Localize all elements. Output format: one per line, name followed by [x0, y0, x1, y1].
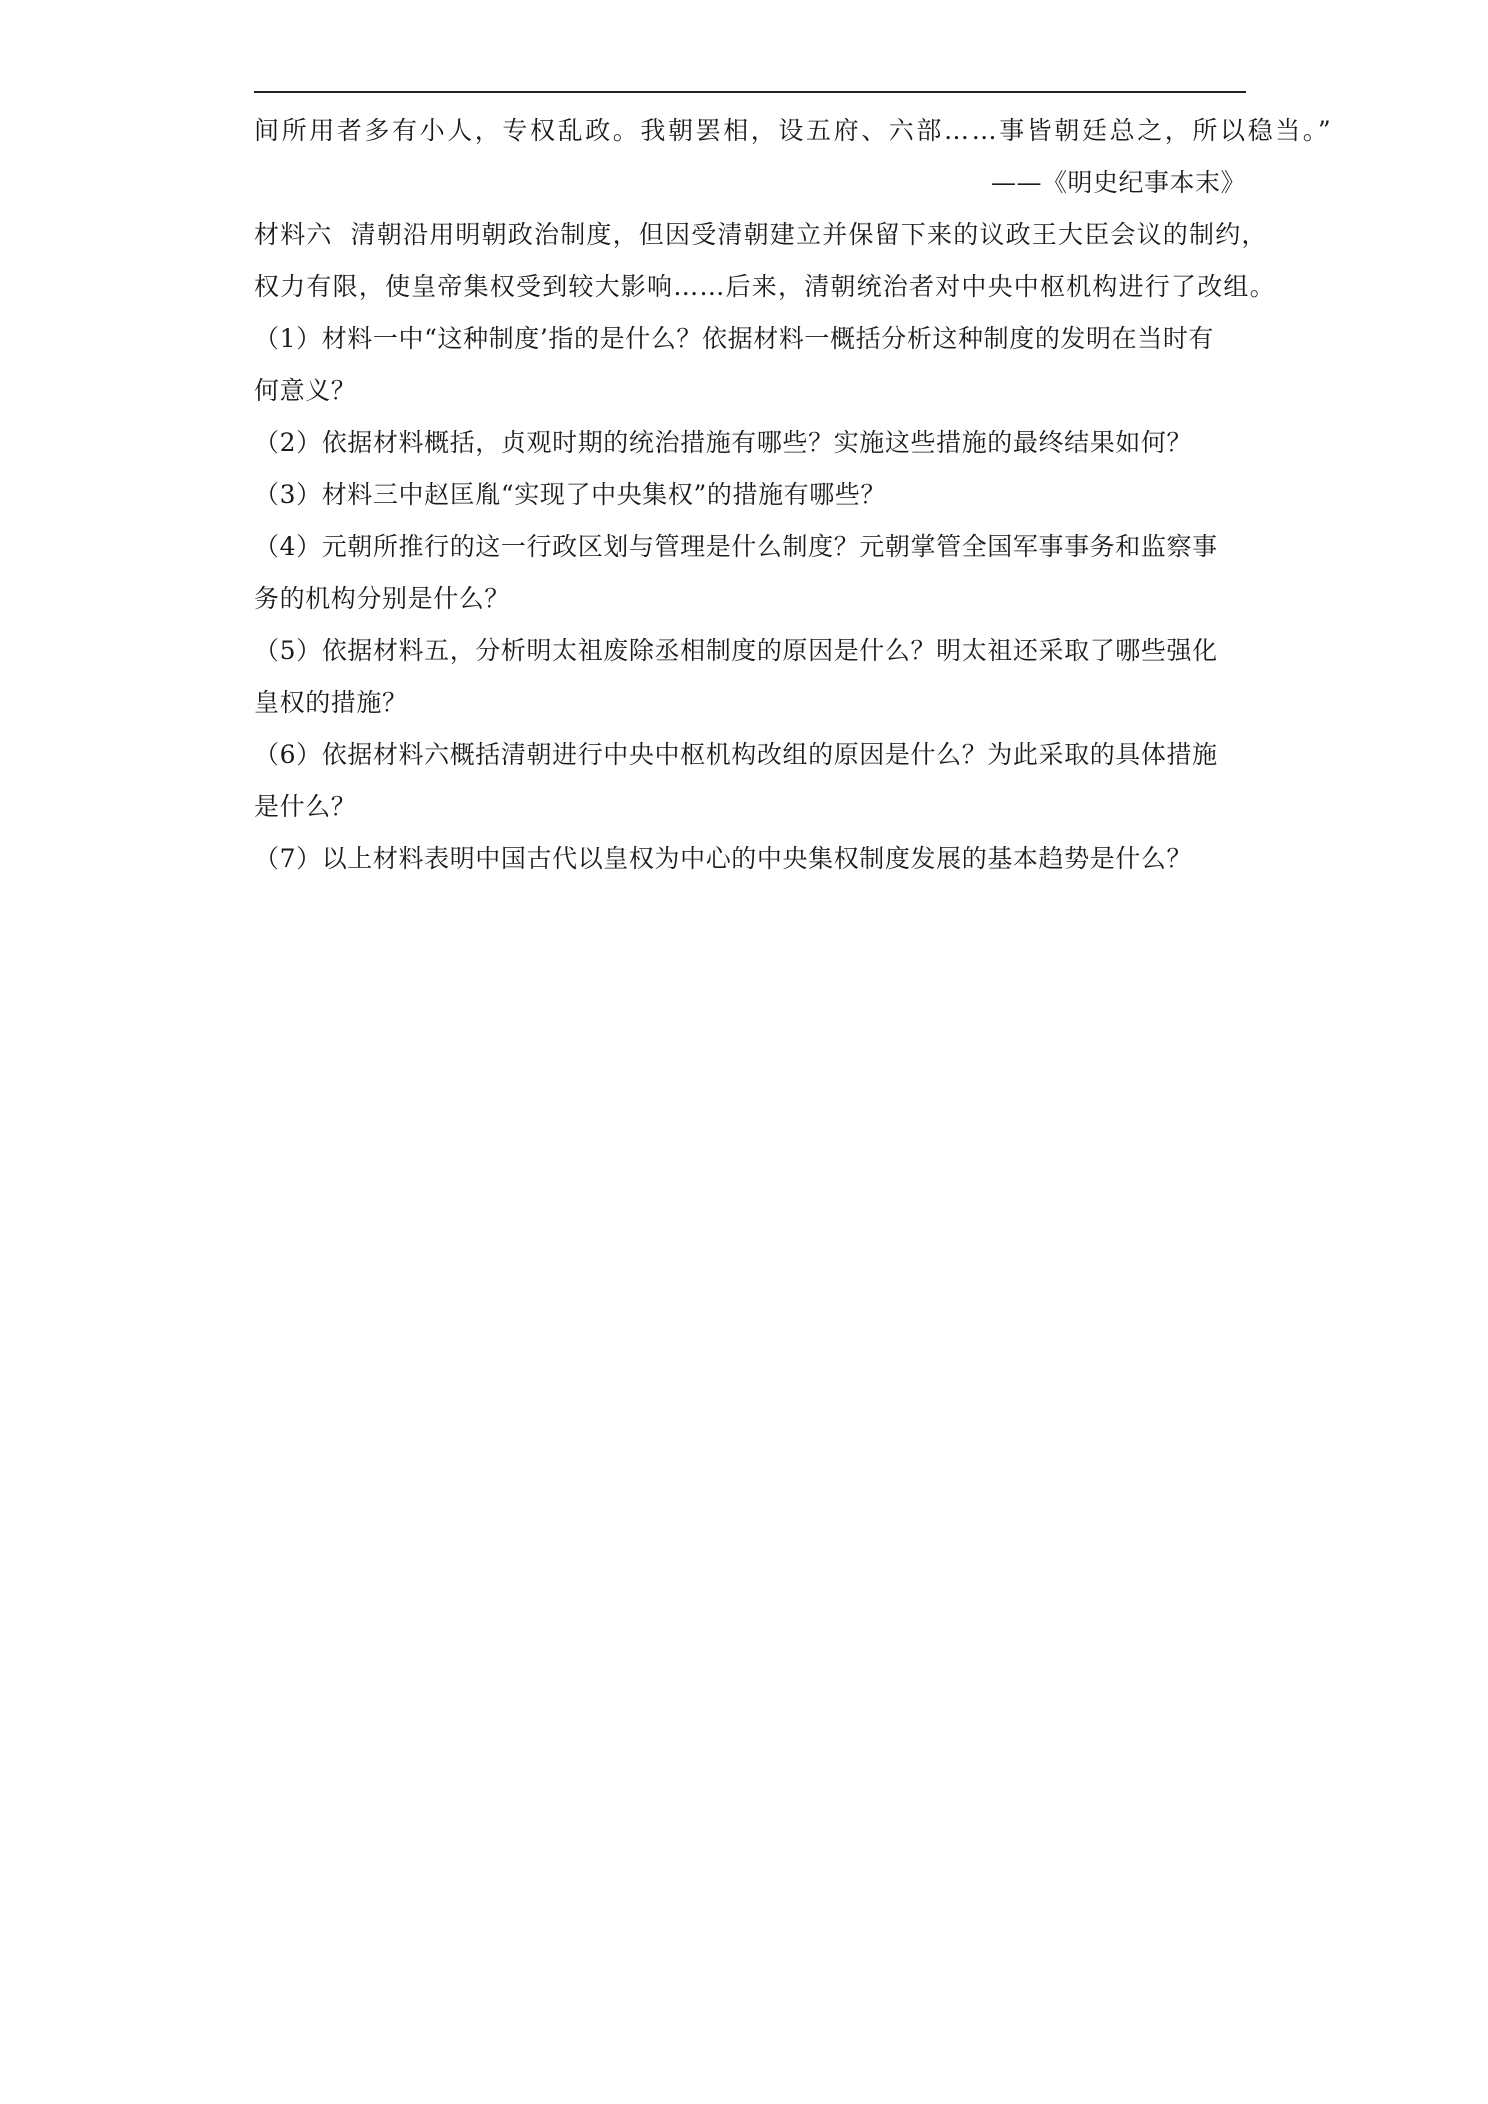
material6-line2: 权力有限，使皇帝集权受到较大影响……后来，清朝统治者对中央中枢机构进行了改组。 [254, 272, 1276, 301]
material6-line1 [254, 209, 1268, 261]
question-7: （7）以上材料表明中国古代以皇权为中心的中央集权制度发展的基本趋势是什么？ [254, 844, 1193, 873]
question-1-line2: 何意义？ [254, 376, 357, 405]
material6-label: 材料六 [254, 220, 333, 249]
question-5-line1: （5）依据材料五，分析明太祖废除丞相制度的原因是什么？明太祖还采取了哪些强化 [254, 636, 1218, 665]
question-3: （3）材料三中赵匡胤“实现了中央集权”的措施有哪些？ [254, 480, 887, 509]
question-5-line2: 皇权的措施？ [254, 688, 408, 717]
question-6-line2: 是什么？ [254, 792, 357, 821]
material5-continuation: 间所用者多有小人，专权乱政。我朝罢相，设五府、六部……事皆朝廷总之，所以稳当。” [254, 116, 1334, 145]
material5-source: ——《明史纪事本末》 [990, 168, 1246, 197]
page-content [254, 105, 1334, 885]
material6-text1: 清朝沿用明朝政治制度，但因受清朝建立并保留下来的议政王大臣会议的制约， [350, 220, 1268, 249]
question-1-line1: （1）材料一中“这种制度’指的是什么？依据材料一概括分析这种制度的发明在当时有 [254, 324, 1215, 353]
question-4-line1: （4）元朝所推行的这一行政区划与管理是什么制度？元朝掌管全国军事事务和监察事 [254, 532, 1218, 561]
header-rule [254, 91, 1246, 93]
question-4-line2: 务的机构分别是什么？ [254, 584, 511, 613]
question-6-line1: （6）依据材料六概括清朝进行中央中枢机构改组的原因是什么？为此采取的具体措施 [254, 740, 1218, 769]
question-2: （2）依据材料概括，贞观时期的统治措施有哪些？实施这些措施的最终结果如何？ [254, 428, 1193, 457]
